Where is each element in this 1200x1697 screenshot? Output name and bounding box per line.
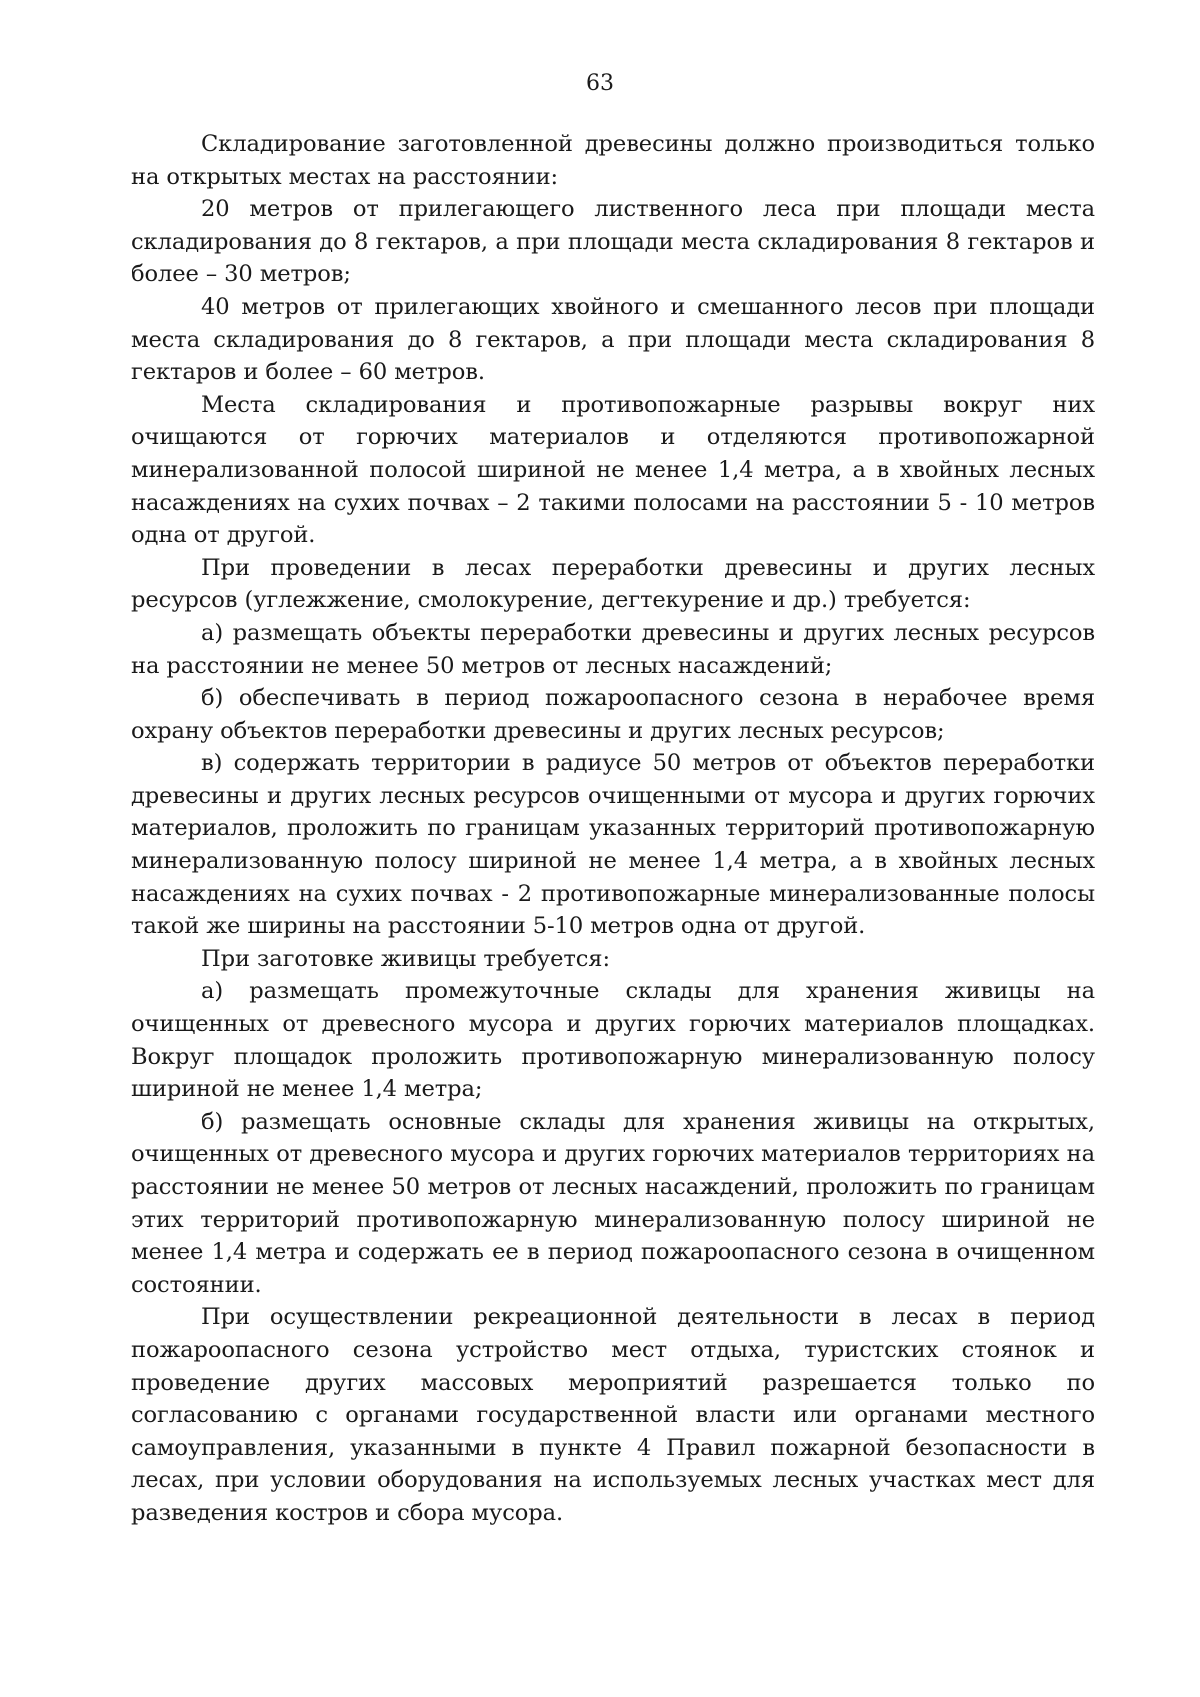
page-number: 63	[586, 71, 614, 96]
paragraph: а) размещать промежуточные склады для хранения живицы на очищенных от древесного мусора и других горючих материалов площадках. Вокруг площадок проложить противопожарную минерализованную полосу шириной не менее 1,4 метра;	[131, 978, 1095, 1103]
paragraph: б) обеспечивать в период пожароопасного сезона в нерабочее время охрану объектов переработки древесины и других лесных ресурсов;	[131, 685, 1095, 744]
paragraph: При осуществлении рекреационной деятельности в лесах в период пожароопасного сезона устройство мест отдыха, туристских стоянок и проведение других массовых мероприятий разрешается только по согласованию с органами государственной власти или органами местного самоуправления, указанными в пункте 4 Правил пожарной безопасности в лесах, при условии оборудования на используемых лесных участках мест для разведения костров и сбора мусора.	[131, 1304, 1095, 1526]
paragraph: а) размещать объекты переработки древесины и других лесных ресурсов на расстоянии не менее 50 метров от лесных насаждений;	[131, 619, 1095, 679]
paragraph: Места складирования и противопожарные разрывы вокруг них очищаются от горючих материалов и отделяются противопожарной минерализованной полосой шириной не менее 1,4 метра, а в хвойных лесных насаждениях на сухих почвах – 2 такими полосами на расстоянии 5 - 10 метров одна от другой.	[131, 391, 1095, 549]
paragraph: в) содержать территории в радиусе 50 метров от объектов переработки древесины и других лесных ресурсов очищенными от мусора и других горючих материалов, проложить по границам указанных территорий противопожарную минерализованную полосу шириной не менее 1,4 метра, а в хвойных лесных насаждениях на сухих почвах - 2 противопожарные минерализованные полосы такой же ширины на расстоянии 5-10 метров одна от другой.	[131, 750, 1095, 940]
paragraph: б) размещать основные склады для хранения живицы на открытых, очищенных от древесного мусора и других горючих материалов территориях на расстоянии не менее 50 метров от лесных насаждений, проложить по границам этих территорий противопожарную минерализованную полосу шириной не менее 1,4 метра и содержать ее в период пожароопасного сезона в очищенном состоянии.	[131, 1108, 1095, 1298]
paragraph: 20 метров от прилегающего лиственного леса при площади места складирования до 8 гектаров, а при площади места складирования 8 гектаров и более – 30 метров;	[131, 196, 1095, 288]
paragraph: Складирование заготовленной древесины должно производиться только на открытых местах на расстоянии:	[131, 131, 1095, 190]
paragraph: 40 метров от прилегающих хвойного и смешанного лесов при площади места складирования до 8 гектаров, а при площади места складирования 8 гектаров и более – 60 метров.	[131, 293, 1095, 386]
paragraph: При проведении в лесах переработки древесины и других лесных ресурсов (углежжение, смолокурение, дегтекурение и др.) требуется:	[131, 554, 1095, 614]
document-body	[131, 128, 1095, 1530]
paragraph: При заготовке живицы требуется:	[201, 945, 610, 972]
